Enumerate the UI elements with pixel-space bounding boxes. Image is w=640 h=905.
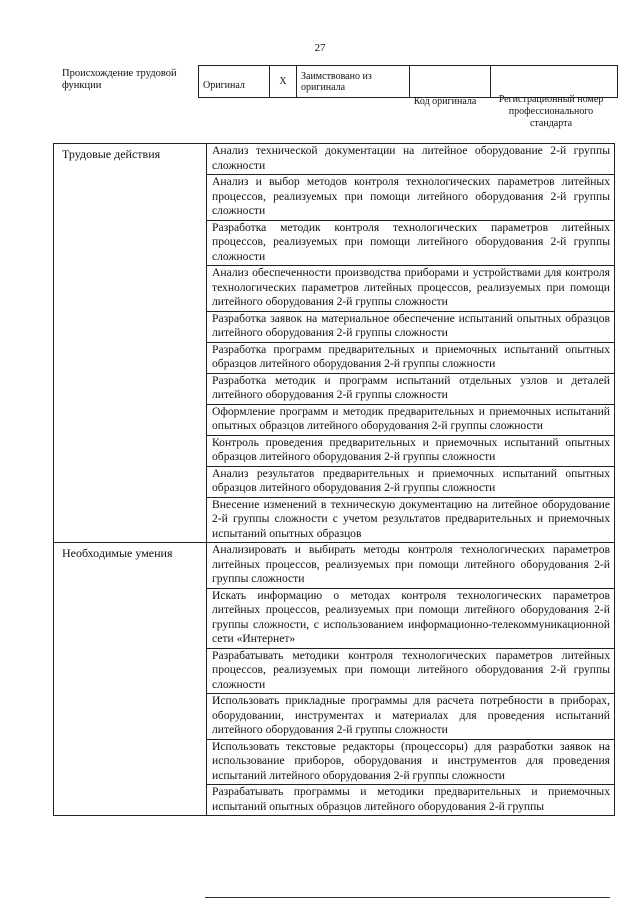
code-original-cell xyxy=(410,66,491,98)
table-cell: Разрабатывать методики контроля технологических параметров литейных процессов, реализуемых при помощи литейного оборудования 2-й группы сложности xyxy=(207,648,615,694)
table-row xyxy=(54,543,615,589)
table-cell: Разработка методик контроля технологических параметров литейных процессов, реализуемых при помощи литейного оборудования 2-й группы сложности xyxy=(207,220,615,266)
table-cell: Анализ технической документации на литейное оборудование 2-й группы сложности xyxy=(207,144,615,175)
table-cell: Разработка методик и программ испытаний отдельных узлов и деталей литейного оборудования 2-й группы сложности xyxy=(207,373,615,404)
table-row xyxy=(54,144,615,175)
functions-table xyxy=(53,143,615,816)
category-required-skills: Необходимые умения xyxy=(54,543,207,816)
table-cell: Анализ обеспеченности производства приборами и устройствами для контроля технологических параметров литейных процессов, реализуемых при помощи литейного оборудования 2-й группы сложности xyxy=(207,266,615,312)
original-cell: Оригинал xyxy=(199,66,270,98)
original-mark: X xyxy=(270,66,297,98)
table-cell: Анализ результатов предварительных и приемочных испытаний опытных образцов литейного оборудования 2-й группы сложности xyxy=(207,466,615,497)
page-number: 27 xyxy=(314,42,326,54)
table-cell: Анализировать и выбирать методы контроля технологических параметров литейных процессов, реализуемых при помощи литейного оборудования 2-й группы сложности xyxy=(207,543,615,589)
table-cell: Использовать текстовые редакторы (процессоры) для разработки заявок на использование приборов, оборудования и инструментов для проведения испытаний литейного оборудования 2-й группы сложности xyxy=(207,739,615,785)
registration-number-label: Регистрационный номер профессионального стандарта xyxy=(498,94,604,129)
registration-number-cell xyxy=(491,66,618,98)
category-labor-actions: Трудовые действия xyxy=(54,144,207,543)
code-original-label: Код оригинала xyxy=(413,96,477,107)
table-cell: Внесение изменений в техническую документацию на литейное оборудование 2-й группы сложности с учетом результатов предварительных и приемочных испытаний опытных образцов xyxy=(207,497,615,543)
table-cell: Искать информацию о методах контроля технологических параметров литейных процессов, реализуемых при помощи литейного оборудования 2-й группы сложности, с использованием информационно-телекоммуникационной сети «Интернет» xyxy=(207,588,615,648)
table-cell: Оформление программ и методик предварительных и приемочных испытаний опытных образцов литейного оборудования 2-й группы сложности xyxy=(207,404,615,435)
table-cell: Разработка заявок на материальное обеспечение испытаний опытных образцов литейного оборудования 2-й группы сложности xyxy=(207,311,615,342)
bottom-divider xyxy=(205,897,610,898)
origin-label: Происхождение трудовой функции xyxy=(62,68,177,91)
borrowed-cell: Заимствовано из оригинала xyxy=(297,66,410,98)
table-cell: Разрабатывать программы и методики предварительных и приемочных испытаний опытных образцов литейного оборудования 2-й группы xyxy=(207,785,615,816)
table-cell: Разработка программ предварительных и приемочных испытаний опытных образцов литейного оборудования 2-й группы сложности xyxy=(207,342,615,373)
table-cell: Анализ и выбор методов контроля технологических параметров литейных процессов, реализуемых при помощи литейного оборудования 2-й группы сложности xyxy=(207,175,615,221)
table-cell: Контроль проведения предварительных и приемочных испытаний опытных образцов литейного оборудования 2-й группы сложности xyxy=(207,435,615,466)
table-cell: Использовать прикладные программы для расчета потребности в приборах, оборудовании, инструментах и материалах для проведения испытаний литейного оборудования 2-й группы сложности xyxy=(207,694,615,740)
